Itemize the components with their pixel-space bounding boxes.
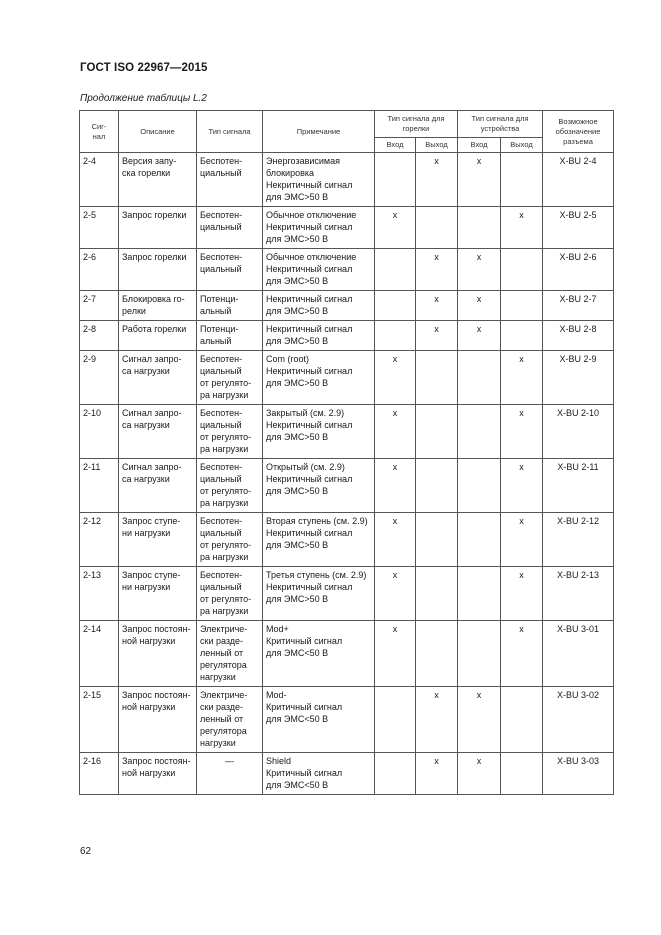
cell-signal: 2-16	[80, 753, 119, 795]
cell-connector: X-BU 3-01	[543, 621, 614, 687]
cell-connector: X-BU 2-11	[543, 459, 614, 513]
cell-note: Энергозависимая блокировка Некритичный сигнал для ЭМС>50 В	[263, 153, 375, 207]
cell-note: Некритичный сигнал для ЭМС>50 В	[263, 321, 375, 351]
cell-note: Mod+ Критичный сигнал для ЭМС<50 В	[263, 621, 375, 687]
cell-device-input: x	[458, 153, 501, 207]
cell-device-output: x	[501, 351, 543, 405]
cell-device-output	[501, 753, 543, 795]
cell-note: Закрытый (см. 2.9) Некритичный сигнал для ЭМС>50 В	[263, 405, 375, 459]
cell-description: Запрос постоян- ной нагрузки	[119, 687, 197, 753]
cell-burner-input: x	[375, 513, 416, 567]
cell-burner-output: x	[416, 321, 458, 351]
cell-device-input	[458, 567, 501, 621]
cell-connector: X-BU 2-5	[543, 207, 614, 249]
cell-note: Обычное отключение Некритичный сигнал для ЭМС>50 В	[263, 207, 375, 249]
cell-connector: X-BU 2-12	[543, 513, 614, 567]
cell-signal-type: Беспотен- циальный от регулято- ра нагрузки	[197, 513, 263, 567]
page-number: 62	[80, 846, 92, 857]
cell-description: Запрос горелки	[119, 249, 197, 291]
cell-connector: X-BU 2-8	[543, 321, 614, 351]
header-burner-signal-type: Тип сигнала для горелки	[375, 111, 458, 138]
cell-description: Запрос постоян- ной нагрузки	[119, 753, 197, 795]
cell-signal-type: Беспотен- циальный от регулято- ра нагрузки	[197, 405, 263, 459]
cell-description: Сигнал запро- са нагрузки	[119, 405, 197, 459]
cell-burner-input	[375, 687, 416, 753]
cell-burner-output: x	[416, 753, 458, 795]
cell-burner-input: x	[375, 351, 416, 405]
cell-device-output: x	[501, 621, 543, 687]
cell-note: Некритичный сигнал для ЭМС>50 В	[263, 291, 375, 321]
cell-signal: 2-4	[80, 153, 119, 207]
cell-device-input	[458, 405, 501, 459]
cell-burner-input: x	[375, 207, 416, 249]
header-burner-output: Выход	[416, 138, 458, 153]
cell-burner-input	[375, 249, 416, 291]
cell-connector: X-BU 3-02	[543, 687, 614, 753]
cell-burner-output: x	[416, 291, 458, 321]
table-row	[80, 153, 614, 207]
table-row	[80, 207, 614, 249]
cell-description: Работа горелки	[119, 321, 197, 351]
table-row	[80, 753, 614, 795]
cell-note: Shield Критичный сигнал для ЭМС<50 В	[263, 753, 375, 795]
cell-note: Вторая ступень (см. 2.9) Некритичный сигнал для ЭМС>50 В	[263, 513, 375, 567]
cell-signal: 2-13	[80, 567, 119, 621]
table-row	[80, 459, 614, 513]
cell-signal-type: Электриче- ски разде- ленный от регулятора нагрузки	[197, 621, 263, 687]
cell-burner-output	[416, 351, 458, 405]
cell-signal: 2-10	[80, 405, 119, 459]
header-note: Примечание	[263, 111, 375, 153]
cell-description: Блокировка го- релки	[119, 291, 197, 321]
cell-burner-input	[375, 153, 416, 207]
cell-connector: X-BU 2-10	[543, 405, 614, 459]
table-row	[80, 687, 614, 753]
header-connector: Возможное обозначение разъема	[543, 111, 614, 153]
table-row	[80, 567, 614, 621]
cell-connector: X-BU 2-9	[543, 351, 614, 405]
signal-table	[79, 110, 614, 795]
cell-signal: 2-11	[80, 459, 119, 513]
cell-description: Запрос горелки	[119, 207, 197, 249]
cell-signal-type: Потенци- альный	[197, 291, 263, 321]
header-device-output: Выход	[501, 138, 543, 153]
cell-signal-type: —	[197, 753, 263, 795]
cell-burner-input	[375, 753, 416, 795]
cell-device-output: x	[501, 513, 543, 567]
cell-device-input	[458, 207, 501, 249]
table-body	[80, 153, 614, 795]
cell-note: Com (root) Некритичный сигнал для ЭМС>50 В	[263, 351, 375, 405]
header-description: Описание	[119, 111, 197, 153]
cell-device-output: x	[501, 207, 543, 249]
cell-burner-output: x	[416, 687, 458, 753]
cell-device-output	[501, 291, 543, 321]
table-row	[80, 405, 614, 459]
cell-burner-input	[375, 291, 416, 321]
cell-signal: 2-6	[80, 249, 119, 291]
cell-connector: X-BU 2-13	[543, 567, 614, 621]
cell-signal-type: Беспотен- циальный	[197, 207, 263, 249]
cell-device-output: x	[501, 567, 543, 621]
cell-description: Запрос постоян- ной нагрузки	[119, 621, 197, 687]
cell-signal: 2-8	[80, 321, 119, 351]
cell-signal-type: Беспотен- циальный от регулято- ра нагрузки	[197, 567, 263, 621]
cell-note: Открытый (см. 2.9) Некритичный сигнал для ЭМС>50 В	[263, 459, 375, 513]
cell-burner-input: x	[375, 405, 416, 459]
table-row	[80, 621, 614, 687]
cell-device-input	[458, 351, 501, 405]
cell-device-input: x	[458, 291, 501, 321]
cell-signal-type: Беспотен- циальный от регулято- ра нагрузки	[197, 459, 263, 513]
cell-device-input: x	[458, 753, 501, 795]
cell-burner-input: x	[375, 459, 416, 513]
cell-device-output	[501, 249, 543, 291]
cell-burner-input: x	[375, 567, 416, 621]
cell-signal: 2-12	[80, 513, 119, 567]
header-burner-input: Вход	[375, 138, 416, 153]
cell-burner-output	[416, 459, 458, 513]
cell-signal-type: Беспотен- циальный	[197, 153, 263, 207]
header-signal-type: Тип сигнала	[197, 111, 263, 153]
cell-burner-output	[416, 621, 458, 687]
header-signal: Сиг- нал	[80, 111, 119, 153]
table-row	[80, 291, 614, 321]
cell-signal: 2-9	[80, 351, 119, 405]
cell-note: Mod- Критичный сигнал для ЭМС<50 В	[263, 687, 375, 753]
cell-burner-output	[416, 207, 458, 249]
document-title: ГОСТ ISO 22967—2015	[80, 62, 208, 74]
header-device-input: Вход	[458, 138, 501, 153]
cell-burner-input: x	[375, 621, 416, 687]
cell-burner-output: x	[416, 153, 458, 207]
cell-device-input	[458, 513, 501, 567]
table-row	[80, 249, 614, 291]
cell-signal: 2-14	[80, 621, 119, 687]
cell-description: Версия запу- ска горелки	[119, 153, 197, 207]
cell-description: Запрос ступе- ни нагрузки	[119, 513, 197, 567]
cell-burner-output	[416, 405, 458, 459]
cell-device-input	[458, 621, 501, 687]
cell-signal: 2-7	[80, 291, 119, 321]
table-row	[80, 351, 614, 405]
cell-description: Запрос ступе- ни нагрузки	[119, 567, 197, 621]
cell-device-output: x	[501, 405, 543, 459]
cell-connector: X-BU 2-7	[543, 291, 614, 321]
cell-description: Сигнал запро- са нагрузки	[119, 351, 197, 405]
cell-device-output	[501, 687, 543, 753]
cell-device-output	[501, 321, 543, 351]
cell-burner-output	[416, 567, 458, 621]
cell-note: Третья ступень (см. 2.9) Некритичный сигнал для ЭМС>50 В	[263, 567, 375, 621]
table-caption: Продолжение таблицы L.2	[80, 93, 207, 104]
cell-device-input: x	[458, 249, 501, 291]
cell-burner-output: x	[416, 249, 458, 291]
cell-signal-type: Электриче- ски разде- ленный от регулятора нагрузки	[197, 687, 263, 753]
cell-note: Обычное отключение Некритичный сигнал для ЭМС>50 В	[263, 249, 375, 291]
cell-burner-output	[416, 513, 458, 567]
table-row	[80, 513, 614, 567]
header-device-signal-type: Тип сигнала для устройства	[458, 111, 543, 138]
cell-connector: X-BU 2-4	[543, 153, 614, 207]
cell-signal: 2-5	[80, 207, 119, 249]
cell-device-input: x	[458, 687, 501, 753]
cell-description: Сигнал запро- са нагрузки	[119, 459, 197, 513]
cell-signal-type: Потенци- альный	[197, 321, 263, 351]
cell-signal: 2-15	[80, 687, 119, 753]
cell-burner-input	[375, 321, 416, 351]
cell-signal-type: Беспотен- циальный	[197, 249, 263, 291]
cell-device-output: x	[501, 459, 543, 513]
cell-device-input	[458, 459, 501, 513]
table-row	[80, 321, 614, 351]
cell-connector: X-BU 2-6	[543, 249, 614, 291]
cell-connector: X-BU 3-03	[543, 753, 614, 795]
cell-signal-type: Беспотен- циальный от регулято- ра нагрузки	[197, 351, 263, 405]
cell-device-input: x	[458, 321, 501, 351]
cell-device-output	[501, 153, 543, 207]
